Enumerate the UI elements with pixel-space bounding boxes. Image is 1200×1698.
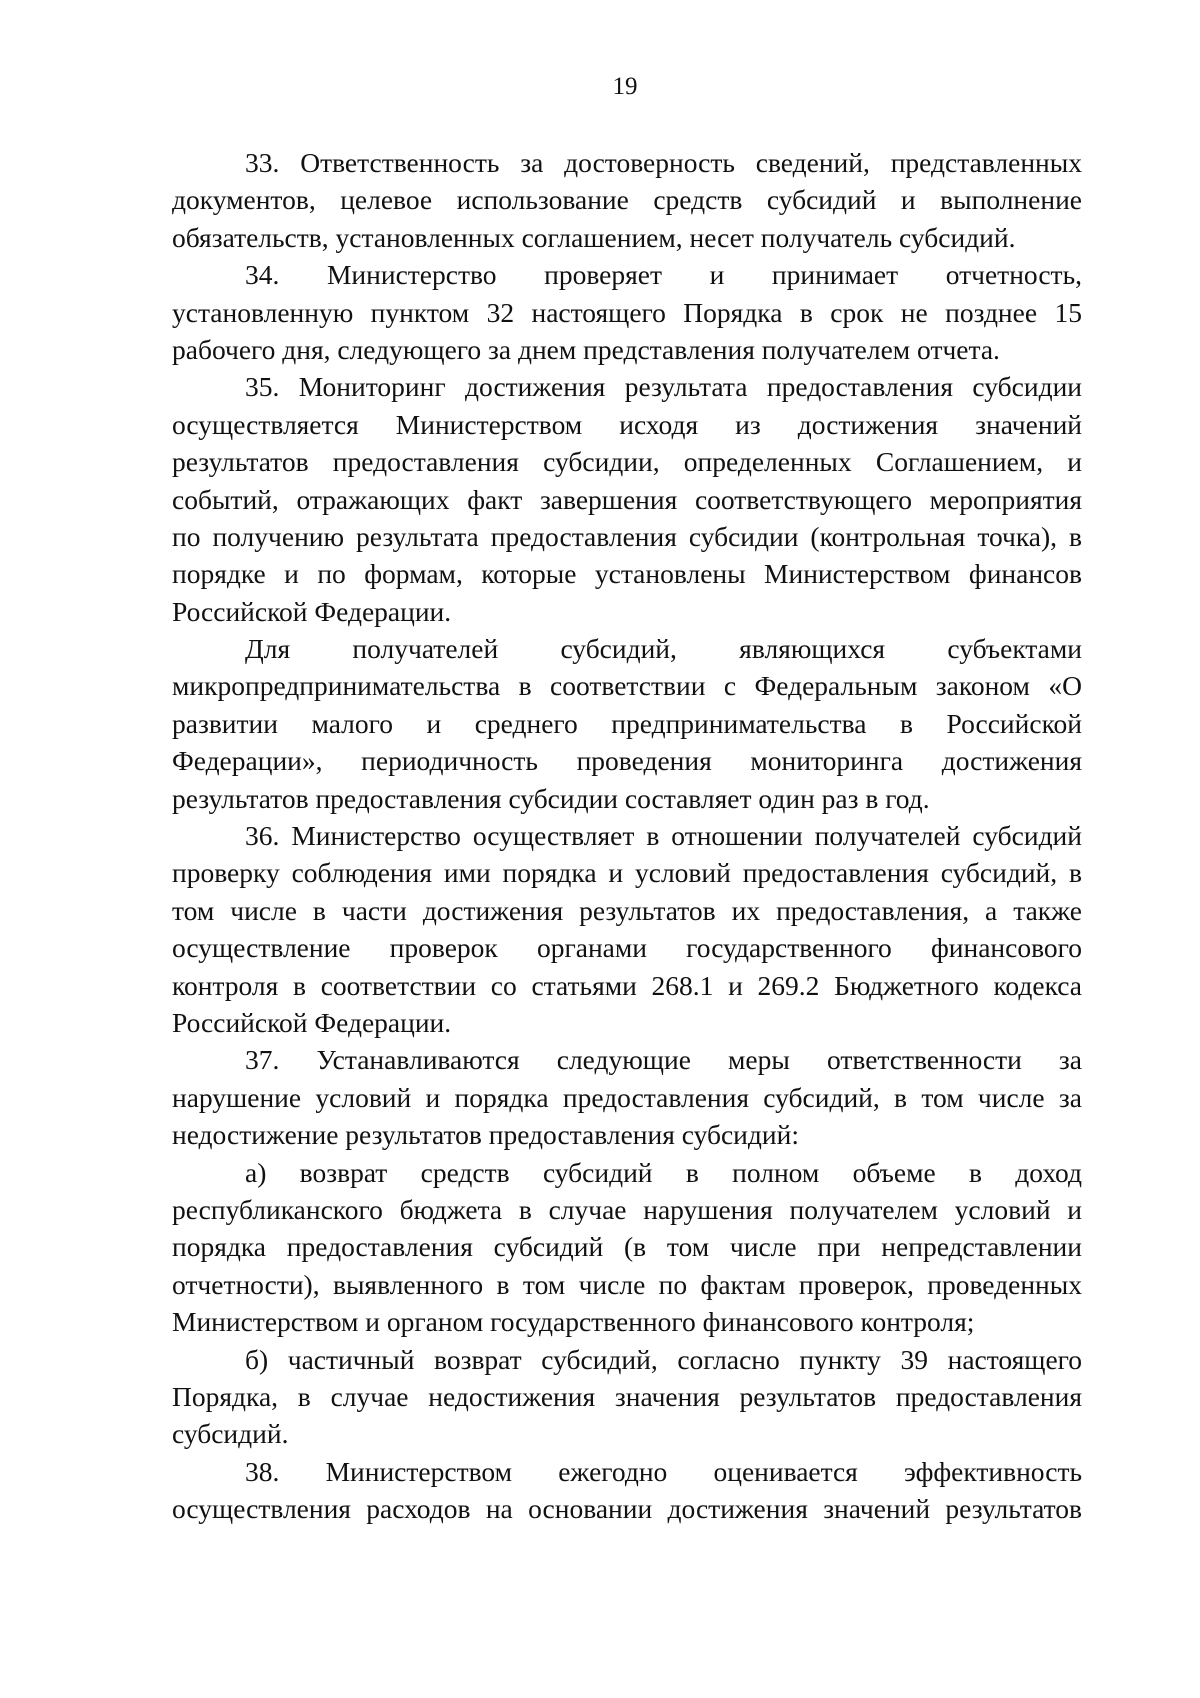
text-line: по получению результата предоставления субсидии (контрольная точка), в [172, 520, 1082, 552]
text-line: осуществляется Министерством исходя из достижения значений [172, 408, 1082, 440]
text-line: 37. Устанавливаются следующие меры ответственности за [245, 1044, 1082, 1076]
text-line: б) частичный возврат субсидий, согласно пункту 39 настоящего [245, 1343, 1082, 1375]
paragraph [172, 1041, 1082, 1153]
text-line: Для получателей субсидий, являющихся субъектами [245, 633, 1082, 665]
text-line: 33. Ответственность за достоверность сведений, представленных [245, 147, 1082, 178]
text-line: событий, отражающих факт завершения соответствующего мероприятия [172, 483, 1082, 515]
text-line: осуществление проверок органами государственного финансового [172, 932, 1082, 964]
text-line: установленную пунктом 32 настоящего Порядка в срок не позднее 15 [172, 296, 1082, 328]
text-line: результатов предоставления субсидии, определенных Соглашением, и [172, 446, 1082, 478]
paragraph [172, 144, 1082, 256]
text-line: Российской Федерации. [172, 595, 452, 627]
text-line: 36. Министерство осуществляет в отношении получателей субсидий [245, 820, 1082, 852]
paragraph [172, 817, 1082, 1041]
text-line: а) возврат средств субсидий в полном объеме в доход [245, 1156, 1082, 1188]
document-body [172, 144, 1082, 1527]
paragraph [172, 368, 1082, 630]
text-line: проверку соблюдения ими порядка и условий предоставления субсидий, в [172, 857, 1082, 889]
paragraph [172, 256, 1082, 368]
text-line: Российской Федерации. [172, 1006, 452, 1038]
text-line: Министерством и органом государственного финансового контроля; [172, 1306, 975, 1338]
text-line: отчетности), выявленного в том числе по фактам проверок, проведенных [172, 1268, 1082, 1300]
text-line: порядка предоставления субсидий (в том числе при непредставлении [172, 1231, 1082, 1263]
text-line: том числе в части достижения результатов их предоставления, а также [172, 894, 1082, 926]
text-line: микропредпринимательства в соответствии с Федеральным законом «О [172, 670, 1082, 702]
text-line: порядке и по формам, которые установлены Министерством финансов [172, 558, 1082, 590]
text-line: республиканского бюджета в случае нарушения получателем условий и [172, 1193, 1082, 1225]
text-line: 34. Министерство проверяет и принимает отчетность, [245, 259, 1082, 291]
text-line: Порядка, в случае недостижения значения результатов предоставления [172, 1380, 1082, 1412]
text-line: осуществления расходов на основании достижения значений результатов [172, 1493, 1082, 1525]
text-line: развитии малого и среднего предпринимательства в Российской [172, 707, 1082, 739]
text-line: обязательств, установленных соглашением, несет получатель субсидий. [172, 221, 1016, 253]
text-line: недостижение результатов предоставления субсидий: [172, 1119, 799, 1151]
text-line: рабочего дня, следующего за днем представления получателем отчета. [172, 333, 1000, 365]
page-number: 19 [612, 73, 638, 100]
text-line: 38. Министерством ежегодно оценивается эффективность [245, 1455, 1082, 1487]
text-line: нарушение условий и порядка предоставления субсидий, в том числе за [172, 1081, 1082, 1113]
text-line: Федерации», периодичность проведения мониторинга достижения [172, 745, 1082, 777]
paragraph [172, 1154, 1082, 1341]
text-line: 35. Мониторинг достижения результата предоставления субсидии [245, 371, 1082, 403]
paragraph [172, 630, 1082, 817]
paragraph [172, 1453, 1082, 1528]
text-line: документов, целевое использование средств субсидий и выполнение [172, 184, 1082, 216]
text-line: субсидий. [172, 1418, 289, 1450]
text-line: результатов предоставления субсидии составляет один раз в год. [172, 782, 930, 814]
text-line: контроля в соответствии со статьями 268.1 и 269.2 Бюджетного кодекса [172, 969, 1082, 1001]
paragraph [172, 1341, 1082, 1453]
